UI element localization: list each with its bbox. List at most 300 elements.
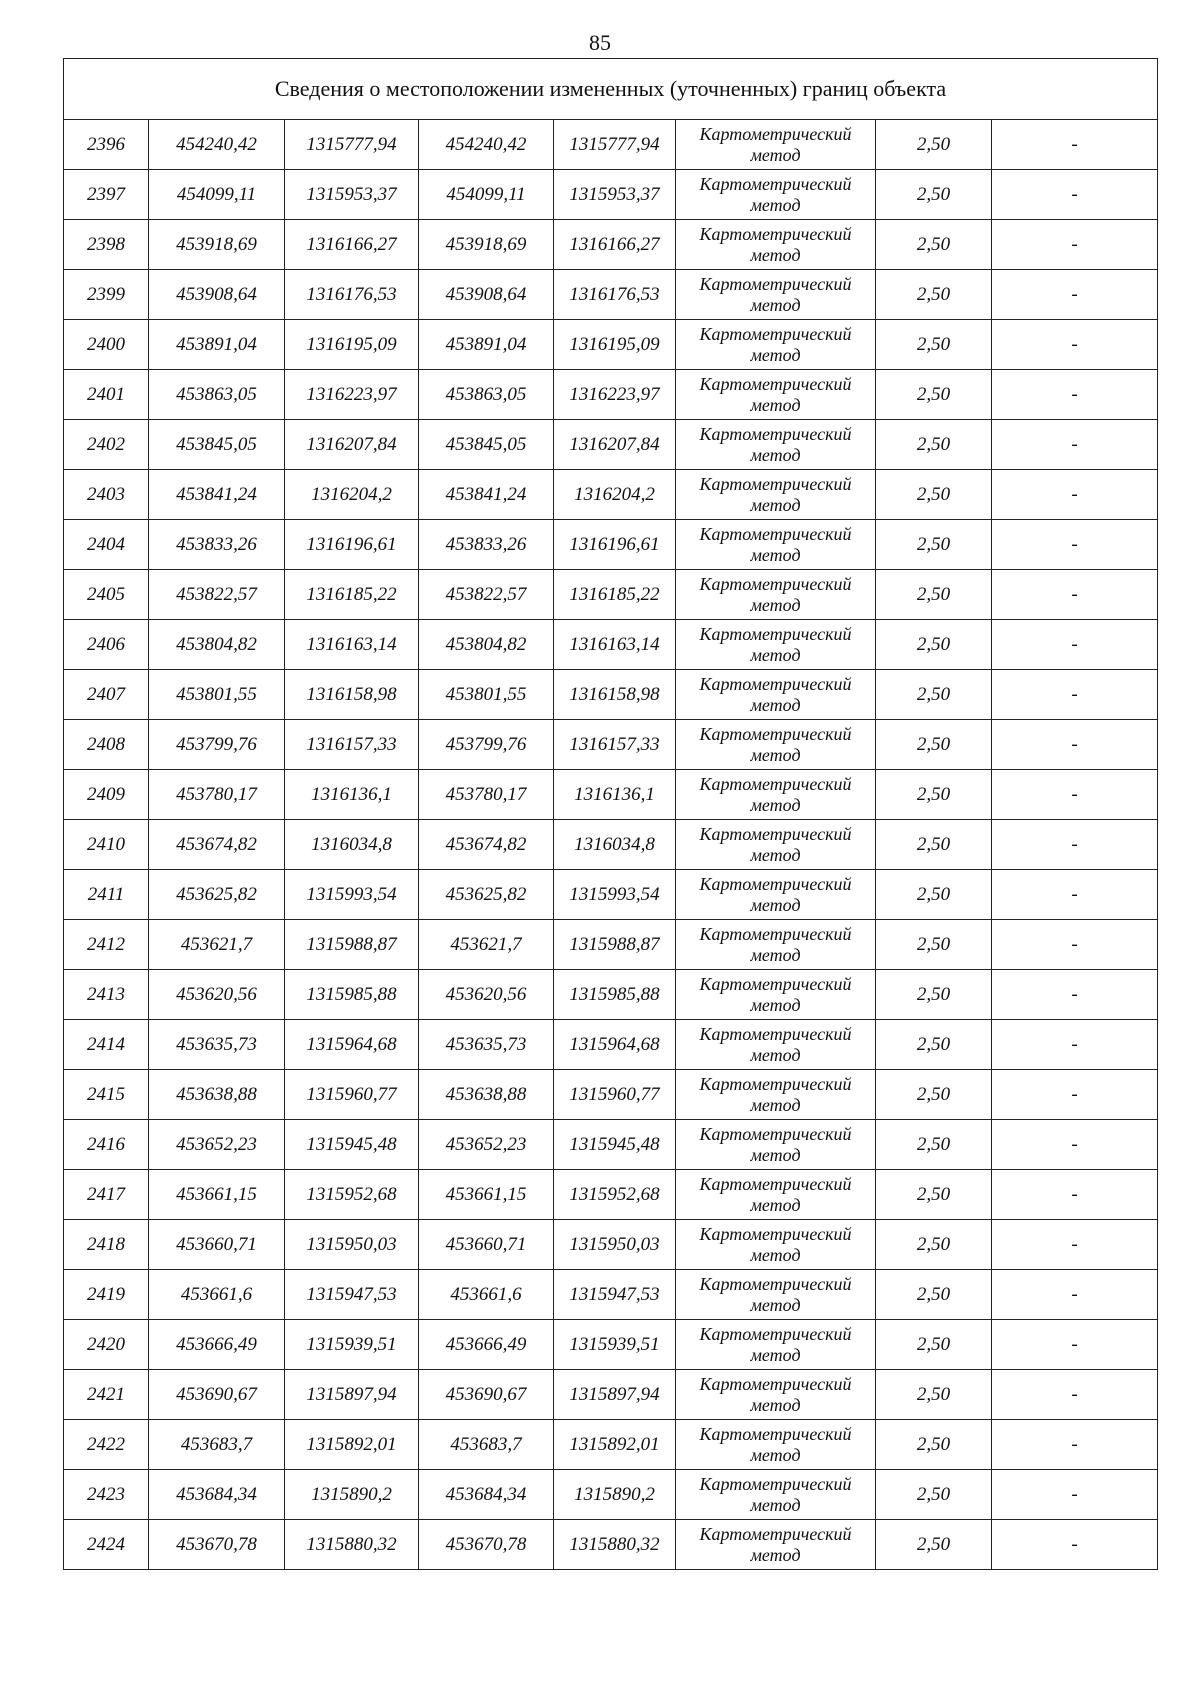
existing-x-cell: 453666,49 [149, 1320, 285, 1370]
method-line-1: Картометрический [699, 723, 852, 744]
method-cell [676, 720, 876, 770]
refined-y-cell: 1316195,09 [554, 320, 676, 370]
existing-x-cell: 453891,04 [149, 320, 285, 370]
method-line-1: Картометрический [699, 923, 852, 944]
accuracy-cell: 2,50 [876, 1320, 992, 1370]
refined-x-cell: 453660,71 [419, 1220, 554, 1270]
point-number-cell: 2410 [64, 820, 149, 870]
method-line-2: метод [750, 894, 801, 915]
note-cell: - [992, 970, 1158, 1020]
method-cell [676, 770, 876, 820]
method-cell [676, 1470, 876, 1520]
existing-y-cell: 1315777,94 [285, 120, 419, 170]
note-cell: - [992, 1470, 1158, 1520]
accuracy-cell: 2,50 [876, 570, 992, 620]
point-number-cell: 2406 [64, 620, 149, 670]
refined-y-cell: 1315939,51 [554, 1320, 676, 1370]
refined-x-cell: 453670,78 [419, 1520, 554, 1570]
accuracy-cell: 2,50 [876, 270, 992, 320]
table-row [64, 820, 1158, 870]
refined-x-cell: 453891,04 [419, 320, 554, 370]
method-line-2: метод [750, 1294, 801, 1315]
point-number-cell: 2411 [64, 870, 149, 920]
method-line-1: Картометрический [699, 1223, 852, 1244]
point-number-cell: 2416 [64, 1120, 149, 1170]
note-cell: - [992, 920, 1158, 970]
table-row [64, 370, 1158, 420]
accuracy-cell: 2,50 [876, 370, 992, 420]
method-line-2: метод [750, 494, 801, 515]
method-cell [676, 570, 876, 620]
accuracy-cell: 2,50 [876, 870, 992, 920]
refined-y-cell: 1315964,68 [554, 1020, 676, 1070]
existing-y-cell: 1315880,32 [285, 1520, 419, 1570]
accuracy-cell: 2,50 [876, 520, 992, 570]
method-cell [676, 170, 876, 220]
accuracy-cell: 2,50 [876, 970, 992, 1020]
method-line-1: Картометрический [699, 423, 852, 444]
table-row [64, 1020, 1158, 1070]
accuracy-cell: 2,50 [876, 420, 992, 470]
refined-y-cell: 1316196,61 [554, 520, 676, 570]
method-cell [676, 1170, 876, 1220]
accuracy-cell: 2,50 [876, 920, 992, 970]
existing-x-cell: 453620,56 [149, 970, 285, 1020]
point-number-cell: 2405 [64, 570, 149, 620]
note-cell: - [992, 420, 1158, 470]
method-cell [676, 320, 876, 370]
existing-y-cell: 1316195,09 [285, 320, 419, 370]
existing-x-cell: 453908,64 [149, 270, 285, 320]
existing-y-cell: 1315953,37 [285, 170, 419, 220]
table-row [64, 1370, 1158, 1420]
existing-y-cell: 1315964,68 [285, 1020, 419, 1070]
point-number-cell: 2423 [64, 1470, 149, 1520]
point-number-cell: 2404 [64, 520, 149, 570]
point-number-cell: 2424 [64, 1520, 149, 1570]
table-row [64, 670, 1158, 720]
method-line-1: Картометрический [699, 523, 852, 544]
note-cell: - [992, 770, 1158, 820]
refined-y-cell: 1315880,32 [554, 1520, 676, 1570]
method-line-1: Картометрический [699, 223, 852, 244]
refined-y-cell: 1316157,33 [554, 720, 676, 770]
existing-x-cell: 453780,17 [149, 770, 285, 820]
point-number-cell: 2420 [64, 1320, 149, 1370]
existing-y-cell: 1315952,68 [285, 1170, 419, 1220]
accuracy-cell: 2,50 [876, 1520, 992, 1570]
note-cell: - [992, 1520, 1158, 1570]
method-cell [676, 820, 876, 870]
existing-x-cell: 453684,34 [149, 1470, 285, 1520]
refined-y-cell: 1316176,53 [554, 270, 676, 320]
accuracy-cell: 2,50 [876, 820, 992, 870]
method-line-2: метод [750, 1144, 801, 1165]
page-number: 85 [589, 30, 611, 55]
note-cell: - [992, 1420, 1158, 1470]
method-line-2: метод [750, 144, 801, 165]
table-row [64, 220, 1158, 270]
method-line-2: метод [750, 844, 801, 865]
method-line-2: метод [750, 1394, 801, 1415]
existing-y-cell: 1316196,61 [285, 520, 419, 570]
point-number-cell: 2397 [64, 170, 149, 220]
existing-y-cell: 1316176,53 [285, 270, 419, 320]
refined-y-cell: 1315897,94 [554, 1370, 676, 1420]
method-line-1: Картометрический [699, 1373, 852, 1394]
refined-x-cell: 453666,49 [419, 1320, 554, 1370]
table-row [64, 320, 1158, 370]
method-line-1: Картометрический [699, 1273, 852, 1294]
accuracy-cell: 2,50 [876, 220, 992, 270]
table-row [64, 1520, 1158, 1570]
refined-y-cell: 1315945,48 [554, 1120, 676, 1170]
point-number-cell: 2412 [64, 920, 149, 970]
note-cell: - [992, 470, 1158, 520]
refined-x-cell: 453690,67 [419, 1370, 554, 1420]
refined-x-cell: 453799,76 [419, 720, 554, 770]
table-row [64, 1170, 1158, 1220]
point-number-cell: 2422 [64, 1420, 149, 1470]
existing-x-cell: 453625,82 [149, 870, 285, 920]
existing-x-cell: 453841,24 [149, 470, 285, 520]
refined-y-cell: 1315993,54 [554, 870, 676, 920]
method-line-1: Картометрический [699, 623, 852, 644]
accuracy-cell: 2,50 [876, 1270, 992, 1320]
existing-y-cell: 1316163,14 [285, 620, 419, 670]
existing-y-cell: 1315897,94 [285, 1370, 419, 1420]
method-cell [676, 420, 876, 470]
existing-y-cell: 1315947,53 [285, 1270, 419, 1320]
existing-x-cell: 454240,42 [149, 120, 285, 170]
note-cell: - [992, 370, 1158, 420]
table-row [64, 770, 1158, 820]
method-line-1: Картометрический [699, 273, 852, 294]
refined-x-cell: 453908,64 [419, 270, 554, 320]
point-number-cell: 2399 [64, 270, 149, 320]
method-line-2: метод [750, 1094, 801, 1115]
existing-x-cell: 453833,26 [149, 520, 285, 570]
method-line-1: Картометрический [699, 1423, 852, 1444]
method-line-2: метод [750, 1494, 801, 1515]
method-line-1: Картометрический [699, 573, 852, 594]
method-line-2: метод [750, 944, 801, 965]
method-line-2: метод [750, 294, 801, 315]
accuracy-cell: 2,50 [876, 120, 992, 170]
method-line-1: Картометрический [699, 823, 852, 844]
refined-x-cell: 454240,42 [419, 120, 554, 170]
refined-y-cell: 1316163,14 [554, 620, 676, 670]
accuracy-cell: 2,50 [876, 720, 992, 770]
existing-y-cell: 1315985,88 [285, 970, 419, 1020]
refined-y-cell: 1315988,87 [554, 920, 676, 970]
method-line-2: метод [750, 1344, 801, 1365]
accuracy-cell: 2,50 [876, 670, 992, 720]
method-cell [676, 270, 876, 320]
refined-x-cell: 453845,05 [419, 420, 554, 470]
note-cell: - [992, 270, 1158, 320]
existing-y-cell: 1315950,03 [285, 1220, 419, 1270]
existing-x-cell: 453863,05 [149, 370, 285, 420]
table-row [64, 1420, 1158, 1470]
method-line-1: Картометрический [699, 1023, 852, 1044]
method-cell [676, 520, 876, 570]
refined-x-cell: 453652,23 [419, 1120, 554, 1170]
existing-x-cell: 453801,55 [149, 670, 285, 720]
existing-x-cell: 453638,88 [149, 1070, 285, 1120]
table-row [64, 570, 1158, 620]
table-row [64, 1070, 1158, 1120]
note-cell: - [992, 870, 1158, 920]
method-line-2: метод [750, 994, 801, 1015]
method-line-2: метод [750, 794, 801, 815]
refined-x-cell: 453683,7 [419, 1420, 554, 1470]
existing-y-cell: 1316158,98 [285, 670, 419, 720]
existing-y-cell: 1316223,97 [285, 370, 419, 420]
point-number-cell: 2414 [64, 1020, 149, 1070]
refined-y-cell: 1315950,03 [554, 1220, 676, 1270]
point-number-cell: 2419 [64, 1270, 149, 1320]
note-cell: - [992, 670, 1158, 720]
method-cell [676, 470, 876, 520]
note-cell: - [992, 1020, 1158, 1070]
note-cell: - [992, 620, 1158, 670]
point-number-cell: 2398 [64, 220, 149, 270]
refined-x-cell: 453780,17 [419, 770, 554, 820]
method-line-1: Картометрический [699, 873, 852, 894]
table-row [64, 970, 1158, 1020]
note-cell: - [992, 1220, 1158, 1270]
method-line-2: метод [750, 744, 801, 765]
existing-x-cell: 453690,67 [149, 1370, 285, 1420]
point-number-cell: 2417 [64, 1170, 149, 1220]
table-row [64, 1320, 1158, 1370]
refined-y-cell: 1316185,22 [554, 570, 676, 620]
method-line-2: метод [750, 244, 801, 265]
method-line-1: Картометрический [699, 323, 852, 344]
method-line-2: метод [750, 644, 801, 665]
existing-x-cell: 453621,7 [149, 920, 285, 970]
refined-x-cell: 453621,7 [419, 920, 554, 970]
method-line-1: Картометрический [699, 1323, 852, 1344]
method-line-2: метод [750, 1044, 801, 1065]
accuracy-cell: 2,50 [876, 470, 992, 520]
existing-y-cell: 1315988,87 [285, 920, 419, 970]
refined-x-cell: 453635,73 [419, 1020, 554, 1070]
refined-x-cell: 453661,6 [419, 1270, 554, 1320]
existing-y-cell: 1315890,2 [285, 1470, 419, 1520]
existing-x-cell: 453804,82 [149, 620, 285, 670]
existing-y-cell: 1316136,1 [285, 770, 419, 820]
existing-x-cell: 453660,71 [149, 1220, 285, 1270]
table-row [64, 870, 1158, 920]
table-row [64, 520, 1158, 570]
point-number-cell: 2415 [64, 1070, 149, 1120]
refined-x-cell: 454099,11 [419, 170, 554, 220]
note-cell: - [992, 120, 1158, 170]
refined-y-cell: 1316204,2 [554, 470, 676, 520]
existing-x-cell: 453822,57 [149, 570, 285, 620]
point-number-cell: 2413 [64, 970, 149, 1020]
existing-x-cell: 454099,11 [149, 170, 285, 220]
accuracy-cell: 2,50 [876, 320, 992, 370]
existing-y-cell: 1316185,22 [285, 570, 419, 620]
method-line-2: метод [750, 1444, 801, 1465]
table-row [64, 920, 1158, 970]
method-cell [676, 970, 876, 1020]
refined-x-cell: 453620,56 [419, 970, 554, 1020]
refined-y-cell: 1316136,1 [554, 770, 676, 820]
table-row [64, 620, 1158, 670]
existing-x-cell: 453652,23 [149, 1120, 285, 1170]
method-cell [676, 1370, 876, 1420]
method-cell [676, 370, 876, 420]
existing-y-cell: 1315945,48 [285, 1120, 419, 1170]
existing-x-cell: 453799,76 [149, 720, 285, 770]
method-cell [676, 1520, 876, 1570]
method-cell [676, 1070, 876, 1120]
existing-y-cell: 1315993,54 [285, 870, 419, 920]
table-row [64, 420, 1158, 470]
method-line-2: метод [750, 194, 801, 215]
refined-y-cell: 1315890,2 [554, 1470, 676, 1520]
refined-x-cell: 453822,57 [419, 570, 554, 620]
method-cell [676, 1020, 876, 1070]
method-line-1: Картометрический [699, 123, 852, 144]
point-number-cell: 2421 [64, 1370, 149, 1420]
method-line-2: метод [750, 1544, 801, 1565]
note-cell: - [992, 1120, 1158, 1170]
method-line-1: Картометрический [699, 673, 852, 694]
point-number-cell: 2409 [64, 770, 149, 820]
existing-x-cell: 453661,6 [149, 1270, 285, 1320]
method-cell [676, 1270, 876, 1320]
existing-x-cell: 453635,73 [149, 1020, 285, 1070]
note-cell: - [992, 1370, 1158, 1420]
note-cell: - [992, 820, 1158, 870]
method-cell [676, 1220, 876, 1270]
note-cell: - [992, 570, 1158, 620]
existing-y-cell: 1315892,01 [285, 1420, 419, 1470]
refined-y-cell: 1315985,88 [554, 970, 676, 1020]
method-line-2: метод [750, 1194, 801, 1215]
accuracy-cell: 2,50 [876, 620, 992, 670]
existing-y-cell: 1316157,33 [285, 720, 419, 770]
method-cell [676, 120, 876, 170]
method-line-1: Картометрический [699, 1523, 852, 1544]
table-row [64, 1270, 1158, 1320]
method-line-1: Картометрический [699, 173, 852, 194]
accuracy-cell: 2,50 [876, 170, 992, 220]
point-number-cell: 2403 [64, 470, 149, 520]
method-cell [676, 920, 876, 970]
method-line-1: Картометрический [699, 1123, 852, 1144]
existing-y-cell: 1316207,84 [285, 420, 419, 470]
table-row [64, 1120, 1158, 1170]
accuracy-cell: 2,50 [876, 1220, 992, 1270]
refined-x-cell: 453804,82 [419, 620, 554, 670]
refined-y-cell: 1315960,77 [554, 1070, 676, 1120]
refined-y-cell: 1315953,37 [554, 170, 676, 220]
existing-x-cell: 453670,78 [149, 1520, 285, 1570]
note-cell: - [992, 1320, 1158, 1370]
method-cell [676, 220, 876, 270]
method-line-2: метод [750, 444, 801, 465]
note-cell: - [992, 720, 1158, 770]
method-line-1: Картометрический [699, 1473, 852, 1494]
note-cell: - [992, 1070, 1158, 1120]
table-row [64, 470, 1158, 520]
note-cell: - [992, 1170, 1158, 1220]
refined-x-cell: 453918,69 [419, 220, 554, 270]
refined-x-cell: 453684,34 [419, 1470, 554, 1520]
method-cell [676, 670, 876, 720]
coordinates-table [63, 58, 1158, 1570]
table-row [64, 1470, 1158, 1520]
existing-y-cell: 1316204,2 [285, 470, 419, 520]
refined-y-cell: 1315777,94 [554, 120, 676, 170]
accuracy-cell: 2,50 [876, 1470, 992, 1520]
method-line-1: Картометрический [699, 973, 852, 994]
method-cell [676, 870, 876, 920]
point-number-cell: 2407 [64, 670, 149, 720]
point-number-cell: 2418 [64, 1220, 149, 1270]
refined-x-cell: 453841,24 [419, 470, 554, 520]
accuracy-cell: 2,50 [876, 770, 992, 820]
refined-x-cell: 453625,82 [419, 870, 554, 920]
accuracy-cell: 2,50 [876, 1370, 992, 1420]
refined-x-cell: 453638,88 [419, 1070, 554, 1120]
accuracy-cell: 2,50 [876, 1020, 992, 1070]
accuracy-cell: 2,50 [876, 1420, 992, 1470]
refined-x-cell: 453801,55 [419, 670, 554, 720]
method-line-2: метод [750, 594, 801, 615]
method-line-1: Картометрический [699, 773, 852, 794]
refined-x-cell: 453863,05 [419, 370, 554, 420]
method-line-1: Картометрический [699, 473, 852, 494]
table-row [64, 270, 1158, 320]
table-row [64, 120, 1158, 170]
refined-y-cell: 1315952,68 [554, 1170, 676, 1220]
method-line-2: метод [750, 1244, 801, 1265]
point-number-cell: 2402 [64, 420, 149, 470]
table-row [64, 1220, 1158, 1270]
refined-x-cell: 453833,26 [419, 520, 554, 570]
method-line-1: Картометрический [699, 373, 852, 394]
refined-y-cell: 1316158,98 [554, 670, 676, 720]
existing-x-cell: 453674,82 [149, 820, 285, 870]
method-line-2: метод [750, 344, 801, 365]
refined-x-cell: 453674,82 [419, 820, 554, 870]
refined-y-cell: 1316207,84 [554, 420, 676, 470]
method-line-1: Картометрический [699, 1173, 852, 1194]
table-title: Сведения о местоположении измененных (уточненных) границ объекта [64, 59, 1158, 120]
accuracy-cell: 2,50 [876, 1070, 992, 1120]
existing-y-cell: 1315960,77 [285, 1070, 419, 1120]
note-cell: - [992, 320, 1158, 370]
note-cell: - [992, 220, 1158, 270]
point-number-cell: 2400 [64, 320, 149, 370]
method-cell [676, 620, 876, 670]
method-line-1: Картометрический [699, 1073, 852, 1094]
table-row [64, 170, 1158, 220]
note-cell: - [992, 520, 1158, 570]
accuracy-cell: 2,50 [876, 1170, 992, 1220]
existing-x-cell: 453683,7 [149, 1420, 285, 1470]
existing-y-cell: 1316034,8 [285, 820, 419, 870]
note-cell: - [992, 170, 1158, 220]
method-cell [676, 1120, 876, 1170]
